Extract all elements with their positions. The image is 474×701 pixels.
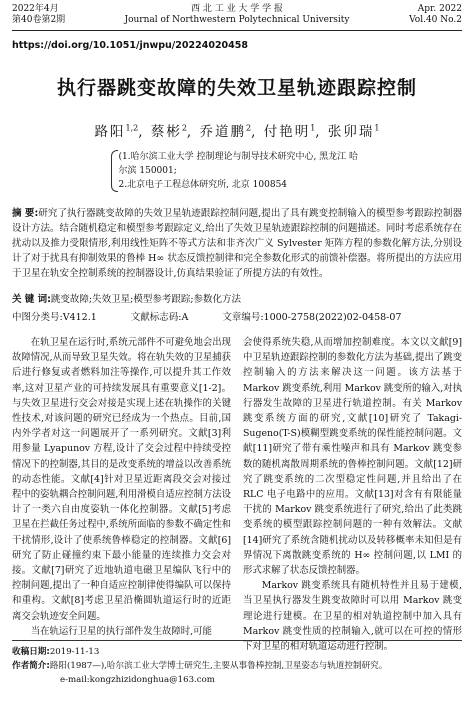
header-date: 2022年4月 (12, 4, 59, 14)
header-volume-en: Vol.40 No.2 (409, 15, 462, 25)
paragraph: 会使得系统失稳,从而增加控制难度。本文以文献[9]中卫星轨迹跟踪控制的参数化方法为基础,提出了跳变控制输入的方法来解决这一问题。该方法基于 Markov 跳变系统,利用 Markov 跳变所的输入,对执行器发生故障的卫星进行轨道控制。有关 Markov 跳变系统方面的研究,文献[10]研究了 Takagi-Sugeno(T-S)模糊型跳变系统的保性能控制问题。文献[11]研究了带有乘性噪声和具有 Markov 跳变参数的随机离散周期系统的鲁棒控制问题。文献[12]研究了跳变系统的二次型稳定性问题,并且给出了在 RLC 电子电路中的应用。文献[13]对含有有限能量干扰的 Markov 跳变系统进行了研究,给出了此类跳变系统的模型跟踪控制问题的一种有效解法。文献[14]研究了系统含随机扰动以及转移概率未知但是有界情况下离散跳变系统的 H∞ 控制问题,以 LMI 的形式求解了状态反馈控制器。 (243, 337, 462, 577)
author: 付艳明$^1$ (263, 123, 316, 140)
journal-name-cn: 西 北 工 业 大 学 学 报 (190, 4, 284, 14)
affiliations (111, 150, 364, 192)
paragraph: 在轨卫星在运行时,系统元部件不可避免地会出现故障情况,从而导致卫星失效。将在轨失效的卫星捕获后进行修复或者燃料加注等操作,可以提升其工作效率,这对卫星产业的可持续发展具有重要意义[1-2]。与失效卫星进行交会对接是实现上述在轨操作的关键性技术,对该问题的研究已经成为一个热点。目前,国内外学者对这一问题展开了一系列研究。文献[3]利用参量 Lyapunov 方程,设计了交会过程中持续受控情况下的控制器,其目的是改变系统的增益以改善系统的动态性能。文献[4]针对卫星近距离段交会对接过程中的姿轨耦合控制问题,利用滑模自适应控制方法设计了一类六自由度姿轨一体化控制器。文献[5]考虑卫星在拦截任务过程中,系统所面临的参数不确定性和干扰情形,设计了使系统鲁棒稳定的控制器。文献[6]研究了防止碰撞约束下最小能量的连续推力交会对接。文献[7]研究了近地轨道电磁卫星编队飞行中的控制问题,提出了一种自适应控制律使得编队可以保持和重构。文献[8]考虑卫星沿椭圆轨道运行时的近距离交会轨迹安全问题。 (12, 337, 231, 622)
keywords-label: 关 键 词: (12, 294, 51, 305)
author: 蔡彬$^2$ (150, 123, 187, 140)
abstract-text: 研究了执行器跳变故障的失效卫星轨迹跟踪控制问题,提出了具有跳变控制输入的模型参考跟踪控制器设计方法。结合随机稳定和模型参考跟踪定义,给出了失效卫星轨迹跟踪控制的问题描述。同时考虑系统存在扰动以及推力受限情形,利用线性矩阵不等式方法和非齐次广义 Sylvester 矩阵方程的参数化解方法,分别设计了对于扰具有抑制效果的鲁棒 H∞ 状态反馈控制律和完全参数化形式的前馈补偿器。将所提出的方法应用于卫星在轨安全控制系统的控制器设计,仿真结果验证了所提方法的有效性。 (12, 208, 462, 279)
paragraph: Markov 跳变系统具有随机特性并且易于建模,当卫星执行器发生跳变故障时可以用 Markov 跳变理论进行建模。在卫星的相对轨道控制中加入具有 Markov 跳变性质的控制输入,就可以在可控的情形下对卫星的相对轨道运动进行控制。 (243, 580, 462, 653)
keywords-text: 跳变故障;失效卫星;模型参考跟踪;参数化方法 (50, 294, 242, 305)
affiliation: 2.北京电子工程总体研究所, 北京 100854 (118, 180, 288, 190)
paragraph: 当在轨运行卫星的执行部件发生故障时,可能 (30, 625, 212, 637)
footnote (12, 640, 462, 687)
author: 张卯瑞$^1$ (327, 123, 380, 140)
journal-name (12, 4, 462, 26)
author: 乔道鹏$^2$ (199, 123, 252, 140)
author-bio: 作者简介:路阳(1987—),哈尔滨工业大学博士研究生,主要从事鲁棒控制,卫星姿态与轨道控制研究。 (12, 661, 388, 671)
header-volume: 第40卷第2期 (12, 15, 66, 25)
affiliation: (1.哈尔滨工业大学 控制理论与制导技术研究中心, 黑龙江 哈尔滨 150001; (118, 152, 359, 176)
document-code: 文献标志码:A (130, 312, 189, 323)
doi-link[interactable]: https://doi.org/10.1051/jnwpu/20224020458 (12, 40, 248, 51)
received-date: 收稿日期:2019-11-13 (12, 647, 100, 657)
abstract (12, 206, 462, 281)
author-list: 路阳$^{1,2}$, 蔡彬$^2$, 乔道鹏$^2$, 付艳明$^1$, 张卯瑞$^1$ (94, 123, 380, 140)
right-column (243, 335, 462, 653)
running-header (12, 0, 462, 34)
abstract-label: 摘 要: (12, 208, 39, 219)
header-date-en: Apr. 2022 (417, 4, 462, 14)
header-issue-en (409, 4, 462, 26)
journal-name-en: Journal of Northwestern Polytechnical University (124, 15, 350, 25)
author: 路阳$^{1,2}$ (94, 123, 139, 140)
keywords (12, 291, 462, 305)
left-column (12, 335, 231, 637)
clc-number: 中图分类号:V412.1 (12, 312, 97, 323)
classification-line (12, 309, 462, 323)
affiliation-brace (111, 150, 118, 192)
header-rule (12, 30, 462, 31)
paper-title: 执行器跳变故障的失效卫星轨迹跟踪控制 (56, 77, 417, 99)
article-number: 文章编号:1000-2758(2022)02-0458-07 (222, 312, 402, 323)
author-email[interactable]: e-mail:kongzhizidonghua@163.com (60, 675, 215, 685)
